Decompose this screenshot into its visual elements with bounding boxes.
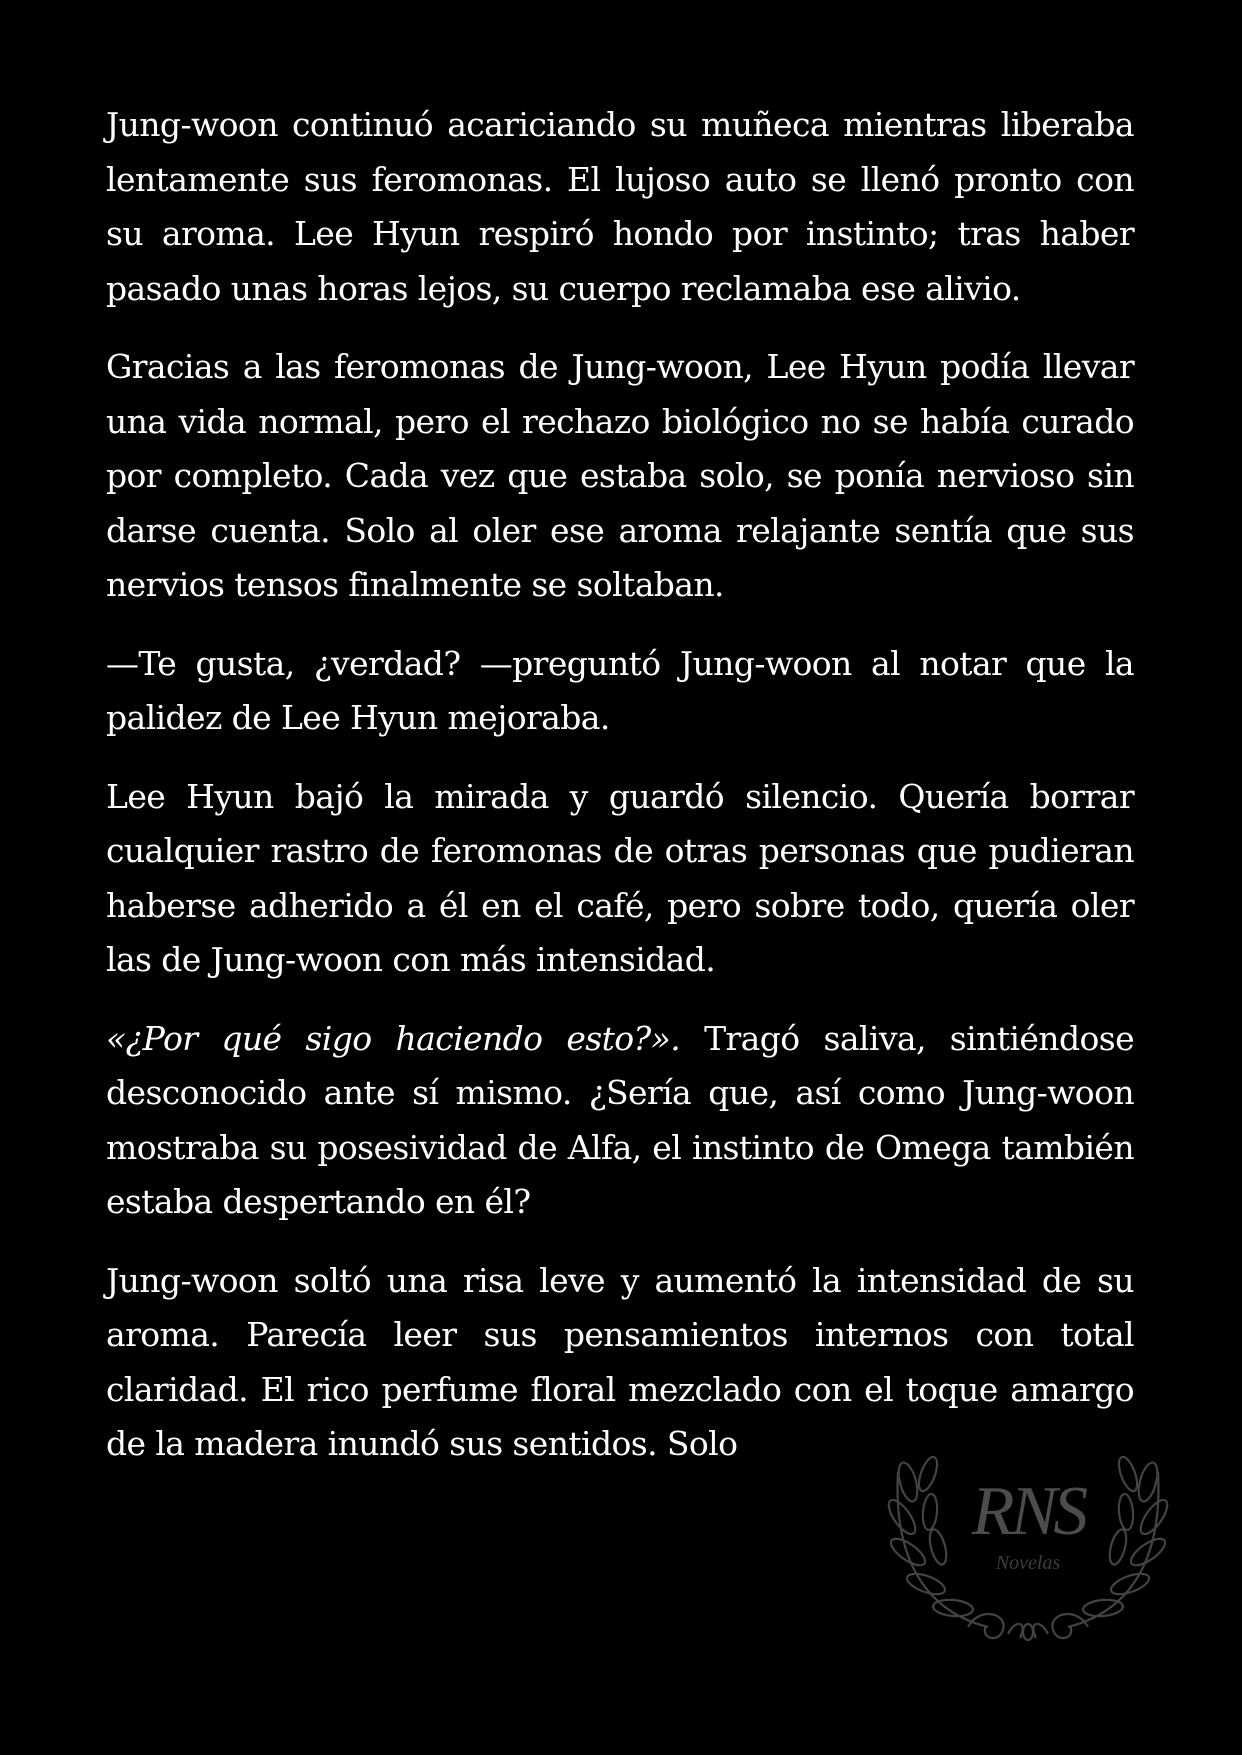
paragraph-1: Jung-woon continuó acariciando su muñeca mientras liberaba lentamente sus feromonas. El lujoso auto se llenó pronto con su aroma. Lee Hyun respiró hondo por instinto; tras haber pasado unas horas lejos, su cuerpo reclamaba ese alivio.	[106, 105, 1134, 308]
watermark-monogram: RNS	[971, 1473, 1085, 1550]
novel-page-text	[106, 98, 1134, 1496]
paragraph-2: Gracias a las feromonas de Jung-woon, Lee Hyun podía llevar una vida normal, pero el rechazo biológico no se había curado por completo. Cada vez que estaba solo, se ponía nervioso sin darse cuenta. Solo al oler ese aroma relajante sentía que sus nervios tensos finalmente se soltaban.	[106, 347, 1134, 604]
paragraph-5	[106, 1012, 1134, 1230]
paragraph-3-dialogue: —Te gusta, ¿verdad? —preguntó Jung-woon al notar que la palidez de Lee Hyun mejoraba.	[106, 643, 1134, 737]
paragraph-6: Jung-woon soltó una risa leve y aumentó la intensidad de su aroma. Parecía leer sus pensamientos internos con total claridad. El rico perfume floral mezclado con el toque amargo de la madera inundó sus sentidos. Solo	[106, 1260, 1134, 1463]
paragraph-4: Lee Hyun bajó la mirada y guardó silencio. Quería borrar cualquier rastro de feromonas de otras personas que pudieran haberse adherido a él en el café, pero sobre todo, quería oler las de Jung-woon con más intensidad.	[106, 776, 1134, 979]
watermark-subtitle: Novelas	[995, 1552, 1061, 1574]
inner-thought: «¿Por qué sigo haciendo esto?».	[106, 1018, 681, 1058]
paragraph-5-body: Tragó saliva, sintiéndose desconocido ante sí mismo. ¿Sería que, así como Jung-woon mostraba su posesividad de Alfa, el instinto de Omega también estaba despertando en él?	[106, 1018, 1134, 1221]
